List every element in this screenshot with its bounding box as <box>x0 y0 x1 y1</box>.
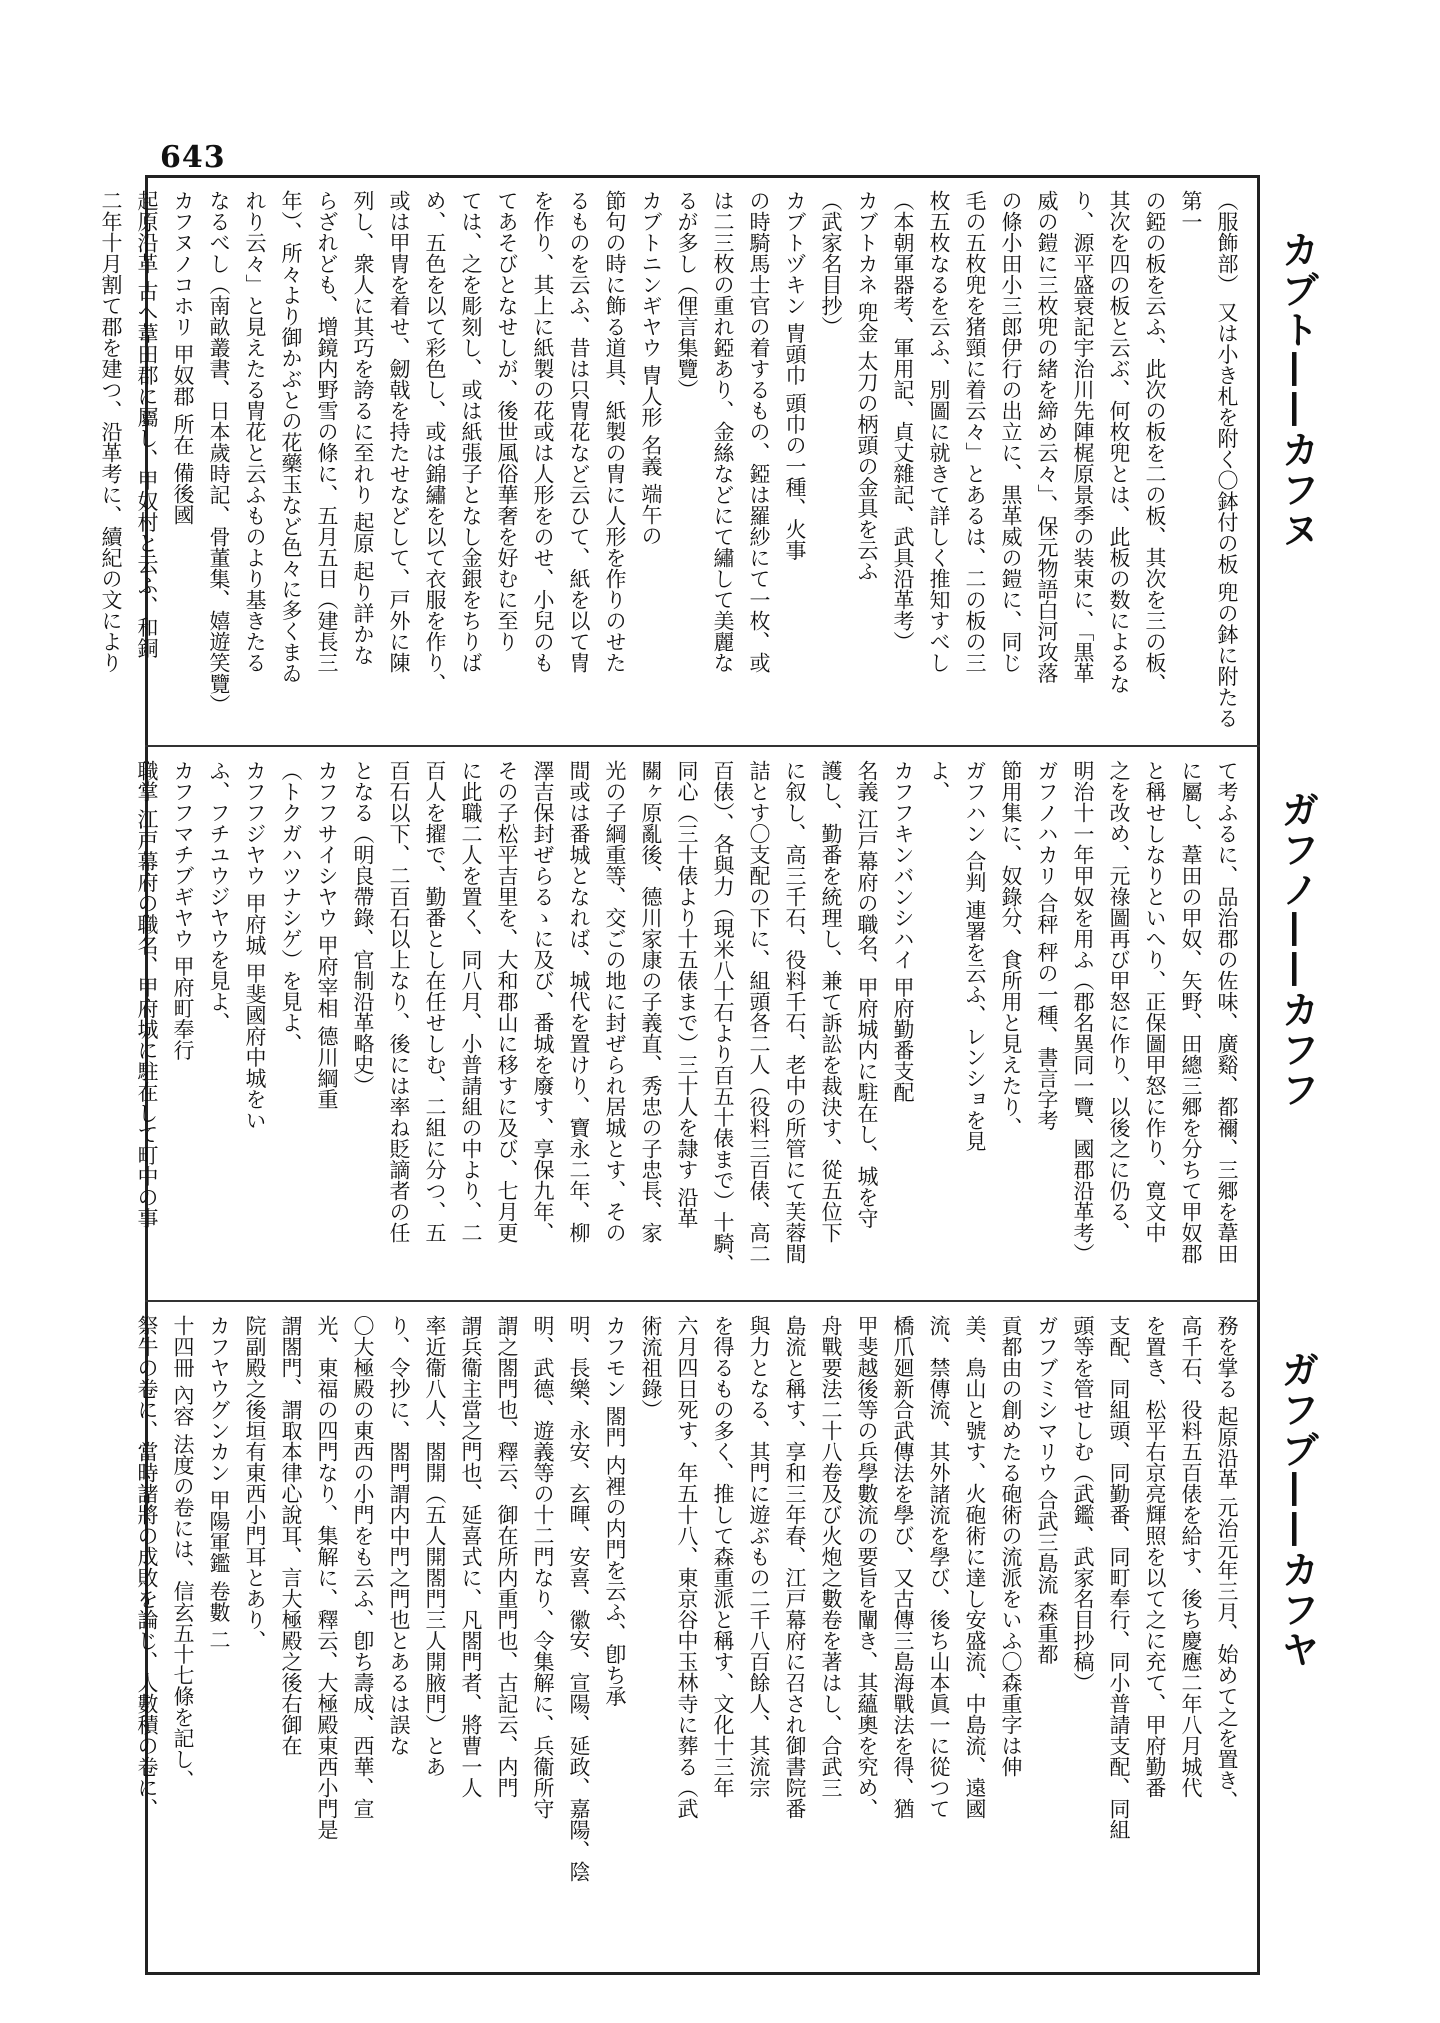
page-number: 643 <box>160 140 226 175</box>
text-line: の時騎馬士官の着するもの、錏は羅紗にて一枚、或 <box>747 190 771 673</box>
text-line: 謂之閤門也、釋云、御在所内重門也、古記云、内門 <box>495 1315 519 1798</box>
section-middle <box>135 760 1245 1290</box>
text-line: よ、 <box>927 760 951 802</box>
running-head-middle: ガフノ——カフフ <box>1275 790 1320 1110</box>
section-top <box>99 190 1245 730</box>
text-line: 職掌 江戸幕府の職名、甲府城に駐在して町中の事 <box>135 760 159 1229</box>
text-line: カブトカネ 兜金 太刀の柄頭の金具を云ふ <box>855 190 879 582</box>
section-divider <box>145 745 1260 747</box>
text-line: 起原沿革 古へ葦田郡に屬し、甲奴村と云ふ、和銅 <box>135 190 159 659</box>
text-line: 節句の時に飾る道具、紙製の冑に人形を作りのせた <box>603 190 627 673</box>
text-line: 支配、同組頭、同勤番、同町奉行、同小普請支配、同組 <box>1107 1315 1131 1840</box>
text-line: カフフマチブギヤウ 甲府町奉行 <box>171 760 195 1061</box>
section-divider <box>145 1300 1260 1302</box>
text-line: 與力となる、其門に遊ぶもの二千八百餘人、其流宗 <box>747 1315 771 1798</box>
running-head-top: カブト——カフヌ <box>1275 230 1320 550</box>
text-line: 術流祖錄） <box>639 1315 663 1420</box>
text-line: 謂閤門、謂取本律心說耳、言大極殿之後右御在 <box>279 1315 303 1756</box>
text-line: 枚五枚なるを云ふ、別圖に就きて詳しく推知すべし <box>927 190 951 673</box>
text-line: に屬し、葦田の甲奴、矢野、田總三郷を分ちて甲奴郡 <box>1179 760 1203 1264</box>
text-line: 關ヶ原亂後、德川家康の子義直、秀忠の子忠長、家 <box>639 760 663 1243</box>
text-line: カフヌノコホリ 甲奴郡 所在 備後國 <box>171 190 195 526</box>
text-line: り、源平盛衰記宇治川先陣梶原景季の装束に、「黒革 <box>1071 190 1095 684</box>
text-line: 美、鳥山と號す、火砲術に達し安盛流、中島流、遠國 <box>963 1315 987 1819</box>
text-line: 百石以下、二百石以上なり、後には率ね貶謫者の任 <box>387 760 411 1243</box>
text-line: 島流と稱す、享和三年春、江戸幕府に召され御書院番 <box>783 1315 807 1819</box>
text-line: 同心（三十俵より十五俵まで）三十人を隷す 沿革 <box>675 760 699 1229</box>
text-line: 間或は番城となれば、城代を置けり、寶永二年、柳 <box>567 760 591 1243</box>
text-line: れり云々」と見えたる冑花と云ふものより基きたる <box>243 190 267 673</box>
text-line: 院副殿之後垣有東西小門耳とあり、 <box>243 1315 267 1651</box>
text-line: を得るもの多く、推して森重派と稱す、文化十三年 <box>711 1315 735 1798</box>
text-line: カフフサイシヤウ 甲府宰相 德川綱重 <box>315 760 339 1110</box>
text-line: 〇大極殿の東西の小門をも云ふ、卽ち壽成、西華、宣 <box>351 1315 375 1819</box>
text-line: 光の子綱重等、交ごの地に封ぜられ居城とす、その <box>603 760 627 1243</box>
text-line: 護し、勤番を統理し、兼て訴訟を裁決す、從五位下 <box>819 760 843 1243</box>
text-line: カフフキンバンシハイ 甲府勤番支配 <box>891 760 915 1103</box>
text-line: 名義 江戸幕府の職名、甲府城内に駐在し、城を守 <box>855 760 879 1229</box>
text-line: を作り、其上に紙製の花或は人形をのせ、小兒のも <box>531 190 555 673</box>
text-line: カフモン 閤門 内裡の内門を云ふ、卽ち承 <box>603 1315 627 1707</box>
text-line: 務を掌る 起原沿革 元治元年三月、始めて之を置き、 <box>1215 1315 1239 1812</box>
text-line: を置き、松平右京亮輝照を以て之に充て、甲府勤番 <box>1143 1315 1167 1798</box>
text-line: 舟戰要法二十八卷及び火炮之數卷を著はし、合武三 <box>819 1315 843 1798</box>
text-line: 明、長樂、永安、玄暉、安喜、徽安、宣陽、延政、嘉陽、陰 <box>567 1315 591 1882</box>
text-line: の條小田小三郎伊行の出立に、黒革威の鎧に、同じ <box>999 190 1023 673</box>
text-line: （本朝軍器考、軍用記、貞丈雜記、武具沿革考） <box>891 190 915 652</box>
text-line: 橋爪廻新合武傳法を學び、又古傳三島海戰法を得、猶 <box>891 1315 915 1819</box>
text-line: 光、東福の四門なり、集解に、釋云、大極殿東西小門是 <box>315 1315 339 1840</box>
text-line: となる（明良帶錄、官制沿革略史） <box>351 760 375 1096</box>
text-line: 威の鎧に三枚兜の緒を締め云々」、保元物語白河攻落 <box>1035 190 1059 684</box>
text-line: （武家名目抄） <box>819 190 843 337</box>
text-line: ふ、フチユウジヤウを見よ、 <box>207 760 231 1033</box>
text-line: 十四冊 內容 法度の卷には、信玄五十七條を記し、 <box>171 1315 195 1791</box>
text-line: 年）、所々より御かぶとの花藥玉など色々に多くまゐ <box>279 190 303 684</box>
text-line: 列し、衆人に其巧を誇るに至れり 起原 起り詳かな <box>351 190 375 666</box>
section-bottom <box>135 1315 1245 1960</box>
text-line: ては、之を彫刻し、或は紙張子となし金銀をちりば <box>459 190 483 673</box>
text-line: 高千石、役料五百俵を給す、後ち慶應二年八月城代 <box>1179 1315 1203 1798</box>
text-line: 祭牛の卷に、當時諸將の成敗を論じ、人數積の卷に、 <box>135 1315 159 1819</box>
text-line: 節用集に、奴錄分、食所用と見えたり、 <box>999 760 1023 1138</box>
text-line: て考ふるに、品治郡の佐味、廣谿、都禰、三郷を葦田 <box>1215 760 1239 1264</box>
text-line: 之を改め、元祿圖再び甲怒に作り、以後之に仍る、 <box>1107 760 1131 1243</box>
text-line: その子松平吉里を、大和郡山に移すに及び、七月更 <box>495 760 519 1243</box>
text-line: の錏の板を云ふ、此次の板を二の板、其次を三の板、 <box>1143 190 1167 694</box>
text-line: 其次を四の板と云ぶ、何枚兜とは、此板の数によるな <box>1107 190 1131 694</box>
text-line: に叙し、高三千石、役料千石、老中の所管にて芙蓉間 <box>783 760 807 1264</box>
text-line: 毛の五枚兜を猪頸に着云々」とあるは、二の板の三 <box>963 190 987 673</box>
text-line: め、五色を以て彩色し、或は錦繡を以て衣服を作り、 <box>423 190 447 694</box>
text-line: に此職二人を置く、同八月、小普請組の中より、二 <box>459 760 483 1243</box>
text-line: 貢都由の創めたる砲術の流派をいふ〇森重字は伸 <box>999 1315 1023 1777</box>
text-line: 明、武德、遊義等の十二門なり、令集解に、兵衞所守 <box>531 1315 555 1819</box>
running-head-bottom: ガフブ——カフヤ <box>1275 1350 1320 1670</box>
text-line: カフヤウグンカン 甲陽軍鑑 卷數 二 <box>207 1315 231 1651</box>
text-line: （服飾部） 又は小き札を附く〇鉢付の板 兜の鉢に附たる第一 <box>1179 190 1239 729</box>
text-line: 頭等を管せしむ（武鑑、武家名目抄稿） <box>1071 1315 1095 1693</box>
text-line: 或は甲冑を着せ、劒戟を持たせなどして、戸外に陳 <box>387 190 411 673</box>
text-line: り、令抄に、閤門謂内中門之門也とあるは誤な <box>387 1315 411 1756</box>
text-line: 百人を擢で、勤番とし在任せしむ、二組に分つ、五 <box>423 760 447 1243</box>
text-line: 明治十一年甲奴を用ふ（郡名異同一覽、國郡沿革考） <box>1071 760 1095 1264</box>
text-line: カブトヅキン 冑頭巾 頭巾の一種、火事 <box>783 190 807 561</box>
text-line: 流、禁傳流、其外諸流を學び、後ち山本眞一に從つて <box>927 1315 951 1819</box>
text-line: 詰とす〇支配の下に、組頭各二人（役料三百俵、高二 <box>747 760 771 1264</box>
text-line: ガフブミシマリウ 合武三島流 森重都 <box>1035 1315 1059 1665</box>
text-line: なるべし（南畝叢書、日本歲時記、骨董集、嬉遊笑覽） <box>207 190 231 715</box>
text-line: 六月四日死す、年五十八、東京谷中玉林寺に葬る（武 <box>675 1315 699 1819</box>
text-line: 百俵）、各與力（現米八十石より百五十俵まで）十騎、 <box>711 760 735 1275</box>
text-line: らざれども、增鏡内野雪の條に、五月五日（建長三 <box>315 190 339 673</box>
text-line: は二三枚の重れ錏あり、金絲などにて繡して美麗な <box>711 190 735 673</box>
text-line: ガフノハカリ 合秤 秤の一種、書言字考 <box>1035 760 1059 1131</box>
text-line: 澤吉保封ぜらるゝに及び、番城を廢す、享保九年、 <box>531 760 555 1243</box>
text-line: カブトニンギヤウ 冑人形 名義 端午の <box>639 190 663 547</box>
text-line: るものを云ふ、昔は只冑花など云ひて、紙を以て冑 <box>567 190 591 673</box>
text-line: と稱せしなりといへり、正保圖甲怒に作り、寛文中 <box>1143 760 1167 1243</box>
text-line: てあそびとなせしが、後世風俗華奢を好むに至り <box>495 190 519 652</box>
text-line: 謂兵衞主當之門也、延喜式に、凡閤門者、將曹一人 <box>459 1315 483 1798</box>
text-line: 率近衞八人、閤開（五人開閤門三人開腋門）とあ <box>423 1315 447 1777</box>
text-line: るが多し（俚言集覽） <box>675 190 699 400</box>
text-line: 甲斐越後等の兵學數流の要旨を闡き、其蘊奧を究め、 <box>855 1315 879 1819</box>
text-line: ガフハン 合判 連署を云ふ、レンショを見 <box>963 760 987 1152</box>
text-line: カフフジヤウ 甲府城 甲斐國府中城をい <box>243 760 267 1131</box>
text-line: 二年十月割て郡を建つ、沿革考に、續紀の文により <box>99 190 123 673</box>
text-line: （トクガハツナシゲ）を見よ、 <box>279 760 303 1054</box>
